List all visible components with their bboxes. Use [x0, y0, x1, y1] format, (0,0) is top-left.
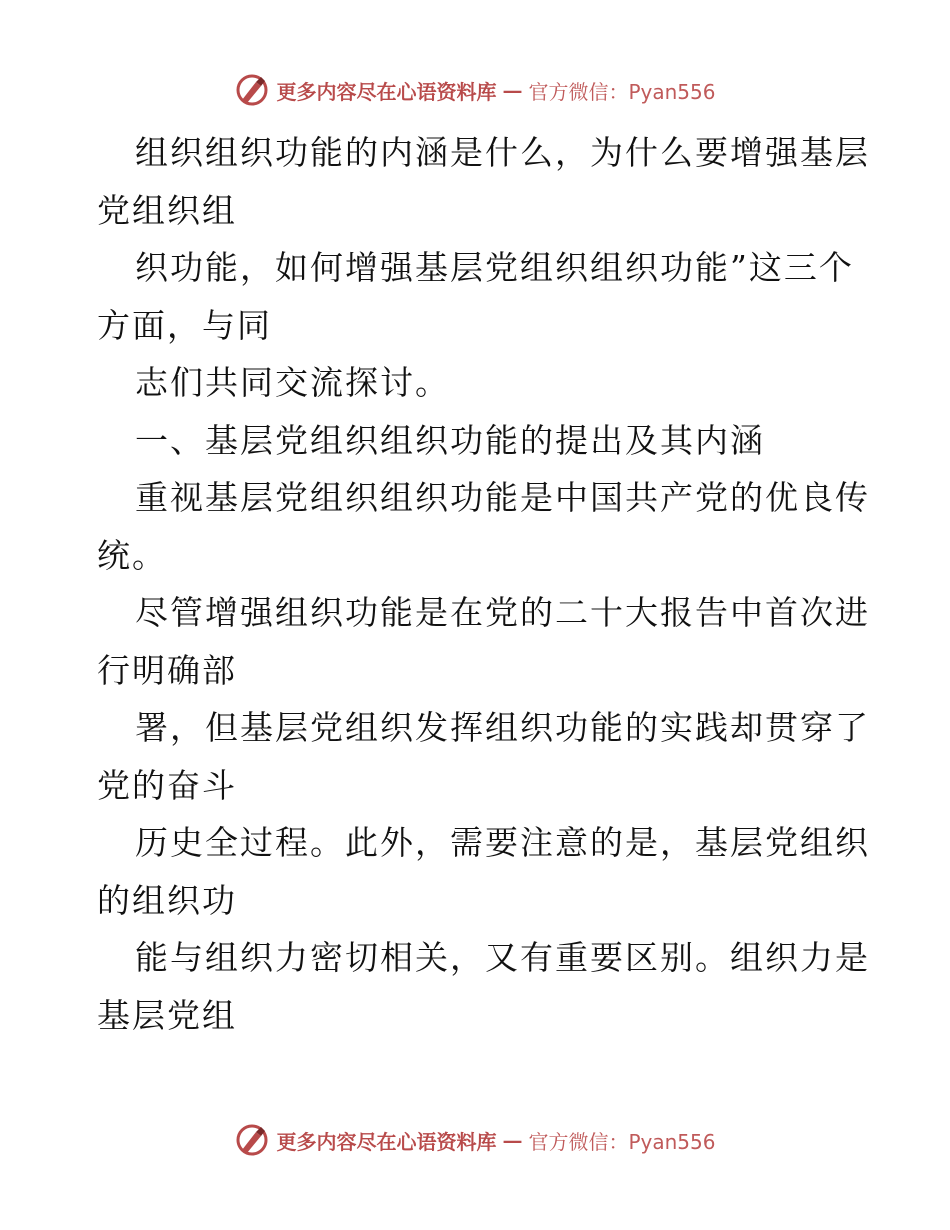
header-banner-separator: — [502, 78, 523, 102]
footer-banner-separator: — [502, 1128, 523, 1152]
section-heading: 一、基层党组织组织功能的提出及其内涵 [135, 420, 765, 460]
body-text [97, 124, 870, 1044]
text-line: 志们共同交流探讨。 [135, 363, 450, 402]
text-line: 历史全过程。此外，需要注意的是，基层党组织 [135, 823, 870, 862]
text-line: 尽管增强组织功能是在党的二十大报告中首次进 [135, 593, 870, 632]
footer-wechat-text: 官方微信：Pyan556 [528, 1129, 716, 1154]
text-line: 党的奋斗 [97, 765, 237, 805]
footer-banner-text: 更多内容尽在心语资料库 [276, 1129, 497, 1154]
text-line: 织功能，如何增强基层党组织组织功能”这三个 [135, 248, 854, 287]
pen-logo-icon [234, 72, 270, 108]
text-line: 署，但基层党组织发挥组织功能的实践却贯穿了 [135, 708, 870, 747]
header-banner-text: 更多内容尽在心语资料库 [276, 79, 497, 104]
footer-banner [0, 1120, 950, 1160]
text-line: 组织组织功能的内涵是什么，为什么要增强基层 [135, 133, 870, 172]
pen-logo-icon [234, 1122, 270, 1158]
text-line: 能与组织力密切相关，又有重要区别。组织力是 [135, 938, 870, 977]
text-line: 重视基层党组织组织功能是中国共产党的优良传 [135, 478, 870, 517]
text-line: 行明确部 [97, 650, 237, 690]
text-line: 方面，与同 [97, 305, 272, 345]
text-line: 党组织组 [97, 190, 237, 230]
text-line: 统。 [97, 535, 167, 575]
text-line: 的组织功 [97, 880, 237, 920]
header-banner [0, 70, 950, 110]
text-line: 基层党组 [97, 995, 237, 1035]
header-wechat-text: 官方微信：Pyan556 [528, 79, 716, 104]
